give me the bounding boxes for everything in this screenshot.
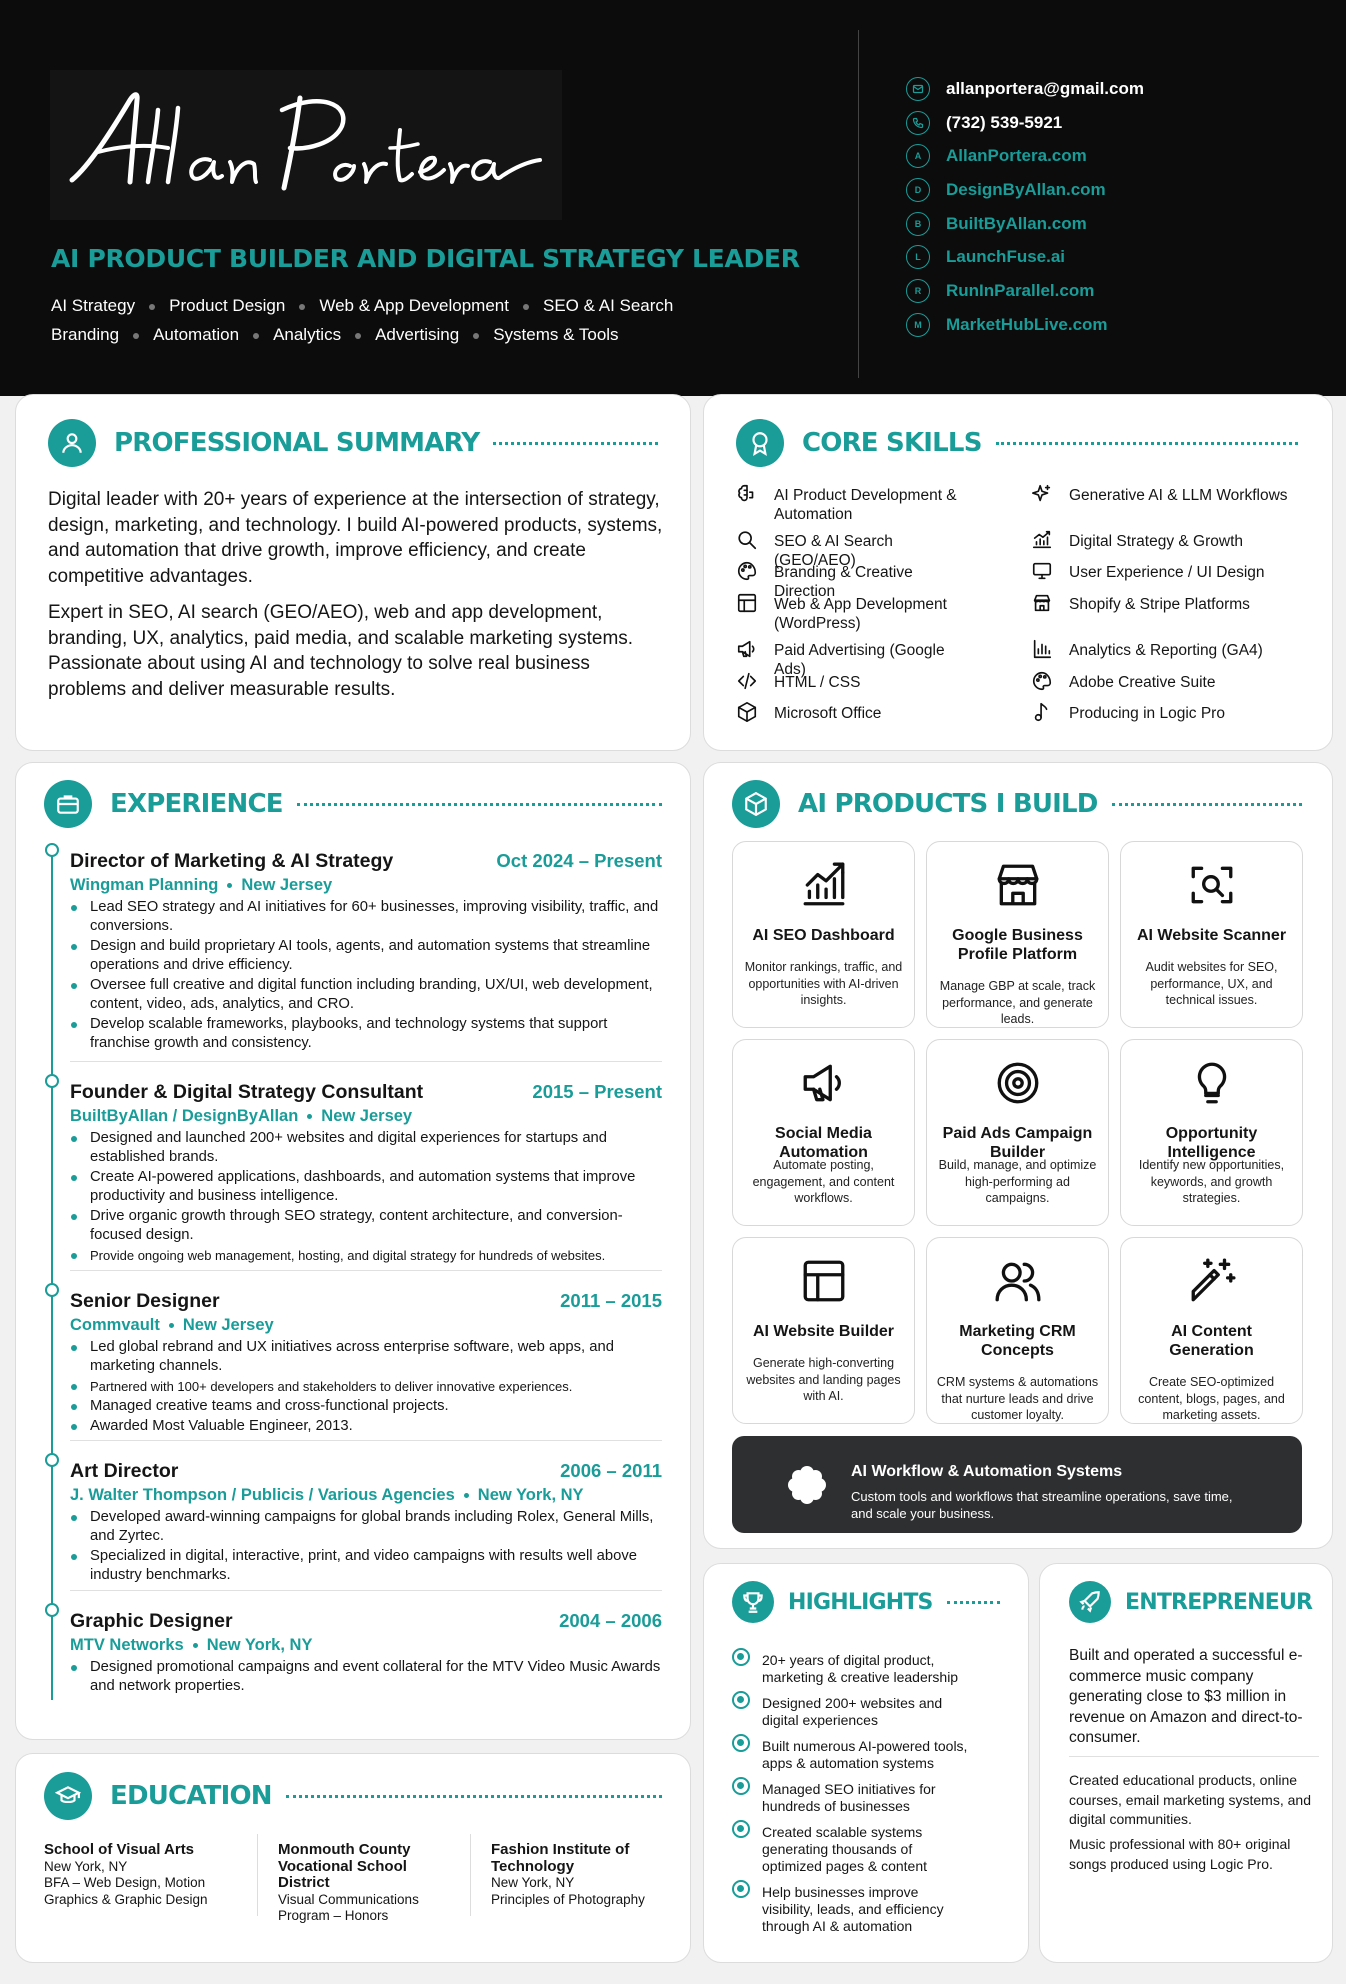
- experience-entry: [70, 1610, 662, 1697]
- skill-item: [1031, 532, 1296, 551]
- letter-d-icon: [906, 178, 930, 202]
- contact-item: [906, 106, 1144, 140]
- job-bullet: Managed creative teams and cross-functional projects.: [70, 1397, 662, 1416]
- job-dates: 2006 – 2011: [560, 1460, 662, 1481]
- lightbulb-icon: [1187, 1058, 1237, 1108]
- section-title: PROFESSIONAL SUMMARY: [114, 428, 480, 458]
- job-bullet: Create AI-powered applications, dashboards, and automation systems that improve productivity and business intelligence.: [70, 1168, 662, 1206]
- target-icon: [732, 1648, 750, 1666]
- job-bullets: [70, 1338, 662, 1436]
- product-title: Social Media Automation: [775, 1125, 872, 1161]
- summary-heading: [48, 419, 658, 467]
- specialty-tag: Advertising: [375, 325, 460, 344]
- job-location: New Jersey: [321, 1107, 413, 1125]
- highlight-item: [732, 1781, 972, 1815]
- skill-label: Microsoft Office: [774, 705, 882, 722]
- bullet-separator: [473, 333, 479, 339]
- job-bullet: Drive organic growth through SEO strategy, content architecture, and conversion-focused design.: [70, 1207, 662, 1245]
- job-organization: [70, 1107, 662, 1126]
- target-icon: [993, 1058, 1043, 1108]
- timeline-node: [45, 843, 59, 857]
- dotted-rule: [947, 1601, 1000, 1604]
- specialty-tag: Systems & Tools: [493, 325, 619, 344]
- divider: [70, 1440, 662, 1441]
- job-title: Director of Marketing & AI Strategy: [70, 850, 394, 872]
- dotted-rule: [1112, 803, 1302, 806]
- product-card[interactable]: [732, 1237, 915, 1424]
- entrepreneur-card: [1039, 1563, 1333, 1963]
- graduation-cap-icon: [44, 1772, 92, 1820]
- product-card[interactable]: [926, 841, 1109, 1028]
- school-location: New York, NY: [44, 1858, 128, 1874]
- entrepreneur-paragraph-2: Created educational products, online courses, email marketing systems, and digital communities.: [1069, 1772, 1311, 1827]
- magic-wand-icon: [1187, 1256, 1237, 1306]
- resume-header: [0, 0, 1346, 396]
- company-name: Wingman Planning: [70, 876, 219, 894]
- product-description: CRM systems & automations that nurture leads and drive customer loyalty.: [936, 1375, 1099, 1422]
- company-name: MTV Networks: [70, 1636, 184, 1654]
- summary-paragraph-1: Digital leader with 20+ years of experience at the intersection of strategy, design, marketing, and technology. I build AI-powered products, systems, and automation that drive growth, improve efficiency, and create competitive advantages.: [48, 489, 663, 587]
- signature-image: [50, 70, 562, 220]
- education-entry: [491, 1842, 671, 1908]
- job-organization: [70, 1486, 662, 1505]
- letter-b-icon: [906, 212, 930, 236]
- contact-item[interactable]: [906, 308, 1144, 342]
- skill-label: Analytics & Reporting (GA4): [1069, 642, 1263, 659]
- divider: [470, 1834, 471, 1916]
- company-name: BuiltByAllan / DesignByAllan: [70, 1107, 299, 1125]
- divider: [1069, 1756, 1319, 1757]
- job-location: New Jersey: [241, 876, 333, 894]
- job-bullet: Specialized in digital, interactive, print, and video campaigns with results well above industry benchmarks.: [70, 1547, 662, 1585]
- company-name: Commvault: [70, 1316, 160, 1334]
- highlight-text: 20+ years of digital product, marketing & creative leadership: [762, 1652, 959, 1685]
- user-icon: [48, 419, 96, 467]
- job-bullets: [70, 898, 662, 1053]
- divider: [257, 1834, 258, 1916]
- product-description: Create SEO-optimized content, blogs, pages, and marketing assets.: [1138, 1375, 1285, 1422]
- specialty-tags-row-2: [51, 325, 751, 345]
- skill-item: [736, 595, 976, 633]
- search-icon: [736, 529, 758, 551]
- letter-l-icon: [906, 245, 930, 269]
- icon-glyph: M: [914, 319, 922, 330]
- product-card[interactable]: [732, 841, 915, 1028]
- product-card[interactable]: [926, 1039, 1109, 1226]
- school-name: Monmouth County Vocational School District: [278, 1841, 411, 1891]
- product-title: AI Website Builder: [752, 1323, 895, 1340]
- palette-icon: [1031, 670, 1053, 692]
- school-name: Fashion Institute of Technology: [491, 1841, 630, 1875]
- school-location: New York, NY: [491, 1875, 575, 1890]
- contact-item[interactable]: [906, 173, 1144, 207]
- website-link[interactable]: RunInParallel.com: [946, 280, 1095, 300]
- job-title: Graphic Designer: [70, 1610, 233, 1632]
- divider: [70, 1061, 662, 1062]
- job-bullet: Oversee full creative and digital function including branding, UX/UI, web development, content, video, ads, analytics, and CRO.: [70, 976, 662, 1014]
- specialty-tag: Analytics: [273, 325, 342, 344]
- growth-chart-icon: [1031, 529, 1053, 551]
- layout-icon: [736, 592, 758, 614]
- bullet-separator: [227, 883, 232, 888]
- highlights-heading: [732, 1581, 1000, 1623]
- letter-r-icon: [906, 279, 930, 303]
- section-title: ENTREPRENEUR: [1125, 1589, 1313, 1615]
- job-dates: 2004 – 2006: [559, 1610, 662, 1631]
- education-heading: [44, 1772, 662, 1820]
- bullet-separator: [149, 304, 155, 310]
- job-bullet: Develop scalable frameworks, playbooks, and technology systems that support franchise growth and consistency.: [70, 1015, 662, 1053]
- highlight-text: Designed 200+ websites and digital experiences: [762, 1695, 943, 1728]
- experience-entry: [70, 1290, 662, 1437]
- contact-item: [906, 72, 1144, 106]
- monitor-icon: [1031, 560, 1053, 582]
- letter-a-icon: [906, 144, 930, 168]
- box-icon: [732, 780, 780, 828]
- job-dates: Oct 2024 – Present: [496, 850, 662, 871]
- timeline-node: [45, 1283, 59, 1297]
- product-title: Paid Ads Campaign Builder: [942, 1125, 1093, 1161]
- trend-chart-icon: [799, 860, 849, 910]
- skill-label: Shopify & Stripe Platforms: [1069, 596, 1250, 613]
- specialty-tag: Branding: [51, 325, 120, 344]
- skill-item: [1031, 563, 1296, 582]
- contact-item[interactable]: [906, 139, 1144, 173]
- rocket-icon: [1069, 1581, 1111, 1623]
- website-link[interactable]: DesignByAllan.com: [946, 179, 1106, 199]
- product-description: Manage GBP at scale, track performance, and generate leads.: [939, 979, 1096, 1026]
- degree-detail: Visual Communications Program – Honors: [278, 1891, 419, 1923]
- product-description: Build, manage, and optimize high-performing ad campaigns.: [938, 1158, 1097, 1205]
- header-divider: [858, 30, 859, 378]
- divider: [70, 1590, 662, 1591]
- skill-label: Digital Strategy & Growth: [1069, 533, 1244, 550]
- job-bullet: Awarded Most Valuable Engineer, 2013.: [70, 1417, 662, 1436]
- target-icon: [732, 1734, 750, 1752]
- job-bullets: [70, 1129, 662, 1265]
- products-heading: [732, 780, 1302, 828]
- product-title: AI SEO Dashboard: [752, 927, 895, 944]
- target-icon: [732, 1691, 750, 1709]
- job-title: Founder & Digital Strategy Consultant: [70, 1081, 424, 1103]
- megaphone-icon: [799, 1058, 849, 1108]
- skill-label: User Experience / UI Design: [1069, 564, 1265, 581]
- timeline-node: [45, 1453, 59, 1467]
- skill-label: HTML / CSS: [774, 674, 861, 691]
- highlight-item: [732, 1652, 972, 1686]
- highlight-item: [732, 1695, 972, 1729]
- sparkles-icon: [1031, 483, 1053, 505]
- skill-item: [736, 486, 976, 524]
- dotted-rule: [286, 1795, 662, 1798]
- icon-glyph: A: [914, 151, 922, 162]
- bullet-separator: [523, 304, 529, 310]
- product-title: Opportunity Intelligence: [1165, 1125, 1258, 1161]
- job-bullet: Developed award-winning campaigns for global brands including Rolex, General Mills, and Zyrtec.: [70, 1508, 662, 1546]
- bullet-separator: [193, 1643, 198, 1648]
- briefcase-icon: [44, 780, 92, 828]
- product-card[interactable]: [926, 1237, 1109, 1424]
- highlight-text: Help businesses improve visibility, leads, and efficiency through AI & automation: [762, 1884, 944, 1934]
- skill-item: [736, 673, 976, 692]
- specialty-tags-row-1: [51, 296, 751, 316]
- product-description: Identify new opportunities, keywords, and growth strategies.: [1138, 1158, 1285, 1205]
- icon-glyph: B: [914, 218, 922, 229]
- workflow-title: AI Workflow & Automation Systems: [851, 1463, 1123, 1480]
- signature-logo: [50, 70, 562, 220]
- degree-detail: Principles of Photography: [491, 1891, 645, 1907]
- timeline-node: [45, 1074, 59, 1088]
- job-bullets: [70, 1508, 662, 1585]
- job-location: New Jersey: [182, 1316, 274, 1334]
- education-entry: [44, 1842, 244, 1908]
- skill-label: Generative AI & LLM Workflows: [1069, 487, 1288, 504]
- skill-item: [1031, 641, 1296, 660]
- code-icon: [736, 670, 758, 692]
- product-title: Google Business Profile Platform: [952, 927, 1083, 963]
- product-description: Automate posting, engagement, and content workflows.: [752, 1158, 895, 1205]
- product-title: AI Content Generation: [1169, 1323, 1254, 1359]
- music-note-icon: [1031, 701, 1053, 723]
- storefront-icon: [993, 860, 1043, 910]
- bullet-separator: [299, 304, 305, 310]
- product-title: Marketing CRM Concepts: [959, 1323, 1076, 1359]
- contact-text: (732) 539-5921: [946, 112, 1063, 132]
- section-title: AI PRODUCTS I BUILD: [798, 789, 1098, 819]
- job-bullet: Designed and launched 200+ websites and digital experiences for startups and established brands.: [70, 1129, 662, 1167]
- highlight-item: [732, 1738, 972, 1772]
- palette-icon: [736, 560, 758, 582]
- contact-item[interactable]: [906, 274, 1144, 308]
- letter-m-icon: [906, 313, 930, 337]
- product-description: Generate high-converting websites and landing pages with AI.: [746, 1356, 901, 1403]
- website-link[interactable]: BuiltByAllan.com: [946, 213, 1087, 233]
- skill-item: [1031, 486, 1296, 505]
- cube-icon: [736, 701, 758, 723]
- icon-glyph: D: [914, 184, 922, 195]
- experience-entry: [70, 850, 662, 1054]
- skill-label: Branding & Creative Direction: [774, 564, 913, 600]
- product-card[interactable]: [1120, 841, 1303, 1028]
- phone-icon: [906, 111, 930, 135]
- contact-item[interactable]: [906, 240, 1144, 274]
- job-bullet: Designed promotional campaigns and event collateral for the MTV Video Music Awards and network properties.: [70, 1658, 662, 1696]
- job-title: Art Director: [70, 1460, 179, 1482]
- product-title: AI Website Scanner: [1136, 927, 1287, 944]
- store-icon: [1031, 592, 1053, 614]
- skill-item: [1031, 595, 1296, 614]
- job-organization: [70, 1636, 662, 1655]
- job-organization: [70, 876, 662, 895]
- divider: [70, 1270, 662, 1271]
- contact-text: allanportera@gmail.com: [946, 78, 1144, 98]
- timeline-line: [51, 852, 53, 1700]
- product-description: Audit websites for SEO, performance, UX, and technical issues.: [1145, 960, 1278, 1007]
- skill-item: [1031, 673, 1296, 692]
- experience-entry: [70, 1081, 662, 1266]
- flower-gear-icon: [786, 1464, 828, 1506]
- layout-icon: [799, 1256, 849, 1306]
- bullet-separator: [169, 1323, 174, 1328]
- summary-paragraph-2: Expert in SEO, AI search (GEO/AEO), web and app development, branding, UX, analytics, paid media, and scalable marketing systems. Passionate about using AI and technology to solve real business problems and deliver measurable results.: [48, 602, 634, 700]
- degree-detail: BFA – Web Design, Motion Graphics & Graphic Design: [44, 1875, 208, 1907]
- skill-label: AI Product Development & Automation: [774, 487, 957, 523]
- skill-label: Web & App Development (WordPress): [774, 596, 947, 632]
- job-bullet: Provide ongoing web management, hosting, and digital strategy for hundreds of websites.: [70, 1246, 662, 1265]
- school-name: School of Visual Arts: [44, 1841, 195, 1858]
- job-bullet: Led global rebrand and UX initiatives across enterprise software, web apps, and marketing channels.: [70, 1338, 662, 1376]
- skill-label: SEO & AI Search (GEO/AEO): [774, 533, 893, 569]
- specialty-tag: Web & App Development: [319, 296, 509, 315]
- bullet-separator: [307, 1114, 312, 1119]
- bullet-separator: [133, 333, 139, 339]
- bar-chart-icon: [1031, 638, 1053, 660]
- highlight-text: Managed SEO initiatives for hundreds of businesses: [762, 1781, 936, 1814]
- target-icon: [732, 1880, 750, 1898]
- dotted-rule: [996, 442, 1298, 445]
- website-link[interactable]: AllanPortera.com: [946, 146, 1087, 166]
- product-card[interactable]: [732, 1039, 915, 1226]
- target-icon: [732, 1777, 750, 1795]
- highlight-item: [732, 1824, 972, 1875]
- skill-label: Producing in Logic Pro: [1069, 705, 1225, 722]
- website-link[interactable]: MarketHubLive.com: [946, 314, 1108, 334]
- scan-search-icon: [1187, 860, 1237, 910]
- experience-entry: [70, 1460, 662, 1586]
- award-icon: [736, 419, 784, 467]
- website-link[interactable]: LaunchFuse.ai: [946, 247, 1066, 267]
- workflow-banner: [732, 1436, 1302, 1533]
- specialty-tag: SEO & AI Search: [542, 296, 674, 315]
- section-title: HIGHLIGHTS: [788, 1589, 933, 1615]
- users-icon: [993, 1256, 1043, 1306]
- dotted-rule: [493, 442, 658, 445]
- product-card[interactable]: [1120, 1237, 1303, 1424]
- highlight-text: Created scalable systems generating thousands of optimized pages & content: [762, 1824, 927, 1874]
- job-dates: 2015 – Present: [532, 1081, 662, 1102]
- job-bullet: Lead SEO strategy and AI initiatives for 60+ businesses, improving visibility, traffic, and conversions.: [70, 898, 662, 936]
- trophy-icon: [732, 1581, 774, 1623]
- contact-list: [906, 72, 1144, 342]
- highlight-item: [732, 1884, 972, 1935]
- specialty-tag: Product Design: [169, 296, 286, 315]
- highlight-text: Built numerous AI-powered tools, apps & automation systems: [762, 1738, 968, 1771]
- product-description: Monitor rankings, traffic, and opportunities with AI-driven insights.: [744, 960, 903, 1007]
- skill-item: [1031, 704, 1296, 723]
- bullet-separator: [253, 333, 259, 339]
- job-location: New York, NY: [477, 1486, 584, 1504]
- job-bullet: Partnered with 100+ developers and stakeholders to deliver innovative experiences.: [70, 1377, 662, 1396]
- megaphone-icon: [736, 638, 758, 660]
- entrepreneur-paragraph-1: Built and operated a successful e-commerce music company generating close to $3 million in revenue on Amazon and direct-to-consumer.: [1069, 1647, 1303, 1746]
- job-location: New York, NY: [206, 1636, 313, 1654]
- entrepreneur-heading: [1069, 1581, 1319, 1623]
- section-title: EDUCATION: [110, 1781, 272, 1811]
- job-bullet: Design and build proprietary AI tools, agents, and automation systems that streamline operations and drive efficiency.: [70, 937, 662, 975]
- bullet-separator: [355, 333, 361, 339]
- timeline-node: [45, 1603, 59, 1617]
- job-organization: [70, 1316, 662, 1335]
- dotted-rule: [297, 803, 662, 806]
- icon-glyph: L: [915, 252, 921, 263]
- section-title: CORE SKILLS: [802, 428, 982, 458]
- skill-label: Paid Advertising (Google Ads): [774, 642, 945, 678]
- specialty-tag: AI Strategy: [51, 296, 136, 315]
- mail-icon: [906, 77, 930, 101]
- company-name: J. Walter Thompson / Publicis / Various Agencies: [70, 1486, 455, 1504]
- brain-icon: [736, 483, 758, 505]
- workflow-description: Custom tools and workflows that streamline operations, save time, and scale your business.: [851, 1489, 1233, 1521]
- skill-item: [736, 704, 976, 723]
- contact-item[interactable]: [906, 207, 1144, 241]
- bullet-separator: [464, 1493, 469, 1498]
- skills-heading: [736, 419, 1298, 467]
- experience-heading: [44, 780, 662, 828]
- specialty-tag: Automation: [153, 325, 240, 344]
- education-entry: [278, 1842, 458, 1925]
- job-dates: 2011 – 2015: [560, 1290, 662, 1311]
- job-title: Senior Designer: [70, 1290, 220, 1312]
- product-card[interactable]: [1120, 1039, 1303, 1226]
- target-icon: [732, 1820, 750, 1838]
- entrepreneur-paragraph-3: Music professional with 80+ original songs produced using Logic Pro.: [1069, 1836, 1291, 1872]
- skill-label: Adobe Creative Suite: [1069, 674, 1216, 691]
- icon-glyph: R: [914, 285, 922, 296]
- headline: AI PRODUCT BUILDER AND DIGITAL STRATEGY LEADER: [51, 244, 800, 273]
- section-title: EXPERIENCE: [110, 789, 283, 819]
- job-bullets: [70, 1658, 662, 1696]
